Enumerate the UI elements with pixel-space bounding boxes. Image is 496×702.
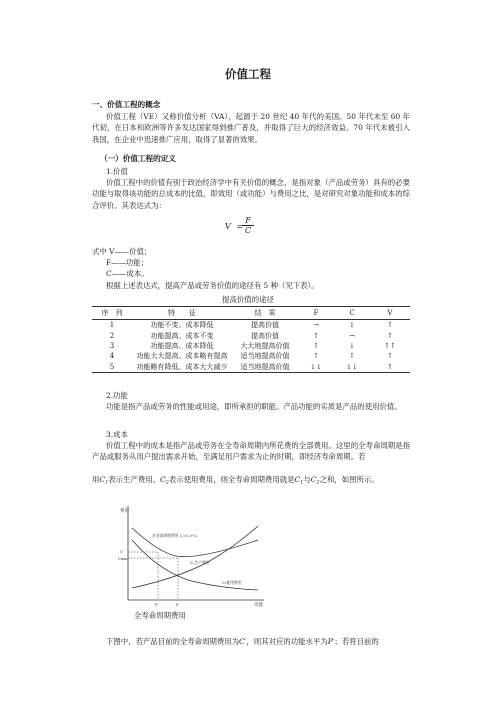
table-cell: 1 [109, 321, 115, 330]
table-header-row [92, 307, 410, 320]
table-cell: → [349, 331, 355, 340]
table-cell: 适当地提高价值 [232, 362, 298, 373]
cost-text-production: 表示生产费用、 [108, 475, 160, 484]
formula-fraction [242, 216, 254, 236]
cost-paragraph: 价值工程中的成本是指产品或劳务在全寿命周期内所花费的全部费用。这里的全寿命周期是指产品或服务从用户提出需求开始，至满足用户需求为止的时期，即经济寿命周期。若 [92, 441, 410, 462]
table-cell: ↑ [387, 321, 393, 330]
production-cost-label: C₁生产费用 [190, 560, 210, 565]
bottom-text-b: ，则其对应的功能水平为 [246, 637, 328, 646]
table-row [92, 320, 410, 331]
table-cell: ↓↓ [298, 362, 334, 373]
c2-symbol: $C_2$ [310, 475, 320, 486]
table-row [92, 362, 410, 373]
header-feature: 特 征 [132, 307, 232, 320]
table-cell: 功能不变、成本降低 [150, 321, 214, 330]
total-cost-label: 全寿命周期费用 C=C₁+C₂ [152, 533, 198, 538]
formula-equals: = [236, 222, 244, 231]
x-tick-p-prime: P′ [155, 602, 159, 607]
document-title: 价值工程 [225, 67, 271, 81]
table-cell: ↓↓ [334, 362, 370, 373]
table-cell: ↑ [370, 362, 410, 373]
bottom-text-c: ；若将目前的 [334, 637, 379, 646]
table-cell: 功能略有降低、成本大大减少 [132, 362, 232, 373]
cost-paragraph-formula-line [92, 474, 410, 489]
item-value-title: 1.价值 [106, 167, 128, 176]
function-paragraph: 功能是指产品或劳务的性能或用途，即所承担的职能。产品功能的实质是产品的使用价值。 [106, 402, 402, 411]
value-formula [225, 216, 252, 235]
legend-v: 式中 V——价值； [92, 247, 152, 256]
table-cell: 4 [109, 352, 115, 361]
bottom-text-a: 下图中，若产品目前的全寿命周期费用为 [106, 637, 240, 646]
table-caption: 提高价值的途径 [222, 295, 274, 304]
table-cell: 5 [92, 362, 132, 373]
legend-c: C——成本。 [106, 269, 149, 278]
cost-text-and: 与 [303, 475, 311, 484]
table-cell: ↑↑ [384, 341, 396, 350]
c-prime-symbol: C′ [239, 637, 247, 646]
cost-text-lifecycle: 表示使用费用，则全寿命周期费用就是 [168, 475, 295, 484]
table-cell: 2 [109, 331, 115, 340]
intro-paragraph: 价值工程（VE）又称价值分析（VA），起源于 20 世纪 40 年代的美国。50 年代末至 60 年代初，在日本和欧洲等许多发达国家得到推广普及，并取得了巨大的经济效益。70 年代末被引入我国，在企业中迅速推广应用，取得了显著的效果。 [92, 112, 410, 144]
legend-f: F——功能； [106, 258, 149, 267]
figure-caption: 全寿命周期费用 [134, 611, 186, 620]
lifecycle-cost-figure [118, 500, 268, 608]
table-cell: ↑ [313, 331, 319, 340]
y-tick-cmin: Cmin [118, 557, 128, 561]
table-cell: ↓ [349, 321, 355, 330]
table-row [92, 330, 410, 340]
table-cell: ↑ [349, 352, 355, 361]
table-cell: ↑ [387, 352, 393, 361]
p-prime-symbol: P′ [327, 637, 335, 646]
table-row [92, 341, 410, 351]
header-v: V [370, 307, 410, 320]
formula-numerator: F [242, 216, 254, 226]
table-cell: ↓ [349, 341, 355, 350]
table-cell: 功能提高、成本降低 [150, 341, 214, 350]
table-cell: → [313, 321, 319, 330]
header-f: F [298, 307, 334, 320]
section-heading: 一、价值工程的概念 [92, 100, 161, 109]
item-function-title: 2.功能 [106, 391, 128, 400]
formula-lhs: V [225, 222, 231, 231]
bottom-paragraph [92, 636, 410, 647]
c2-symbol: $C_2$ [160, 475, 169, 486]
table-cell: 提高价值 [251, 321, 279, 330]
table-cell: 提高价值 [251, 331, 279, 340]
table-cell: ↑ [313, 352, 319, 361]
table-cell: ↑ [313, 341, 319, 350]
table-cell: 3 [109, 341, 115, 350]
subsection-heading: （一）价值工程的定义 [100, 154, 176, 163]
value-paragraph: 价值工程中的价值有别于政治经济学中有关价值的概念，是指对象（产品或劳务）具有的必要功能与取得该功能的总成本的比值，即效用（或功能）与费用之比，是对研究对象功能和成本的综合评价。其表达式为： [92, 178, 410, 210]
table-row [92, 351, 410, 361]
value-improvement-table [92, 306, 410, 373]
item-cost-title: 3.成本 [106, 430, 128, 439]
cost-text-use: 用 [92, 475, 100, 484]
table-cell: 功能大大提高、成本略有提高 [136, 352, 228, 361]
table-cell: 大大地提高价值 [240, 341, 290, 350]
y-tick-c-prime: C′ [120, 549, 124, 554]
use-cost-label: C₂使用费用 [222, 580, 242, 585]
table-intro: 根据上述表达式，提高产品或劳务价值的途径有 5 种（见下表）。 [106, 281, 319, 290]
header-sequence: 序 列 [92, 307, 132, 320]
c1-symbol: $C_1$ [294, 475, 304, 486]
formula-denominator: C [244, 226, 252, 235]
table-cell: 功能提高、成本不变 [150, 331, 214, 340]
table-cell: ↑ [387, 331, 393, 340]
x-axis-label: 功能 [254, 603, 263, 608]
y-axis-label: 费用 [120, 509, 129, 514]
table-cell: 适当地提高价值 [240, 352, 290, 361]
header-c: C [334, 307, 370, 320]
x-tick-p: P [176, 602, 179, 607]
cost-text-sum: 之和，如图所示。 [319, 475, 379, 484]
c1-symbol: $C_1$ [99, 475, 109, 486]
header-result: 结 果 [232, 307, 298, 320]
